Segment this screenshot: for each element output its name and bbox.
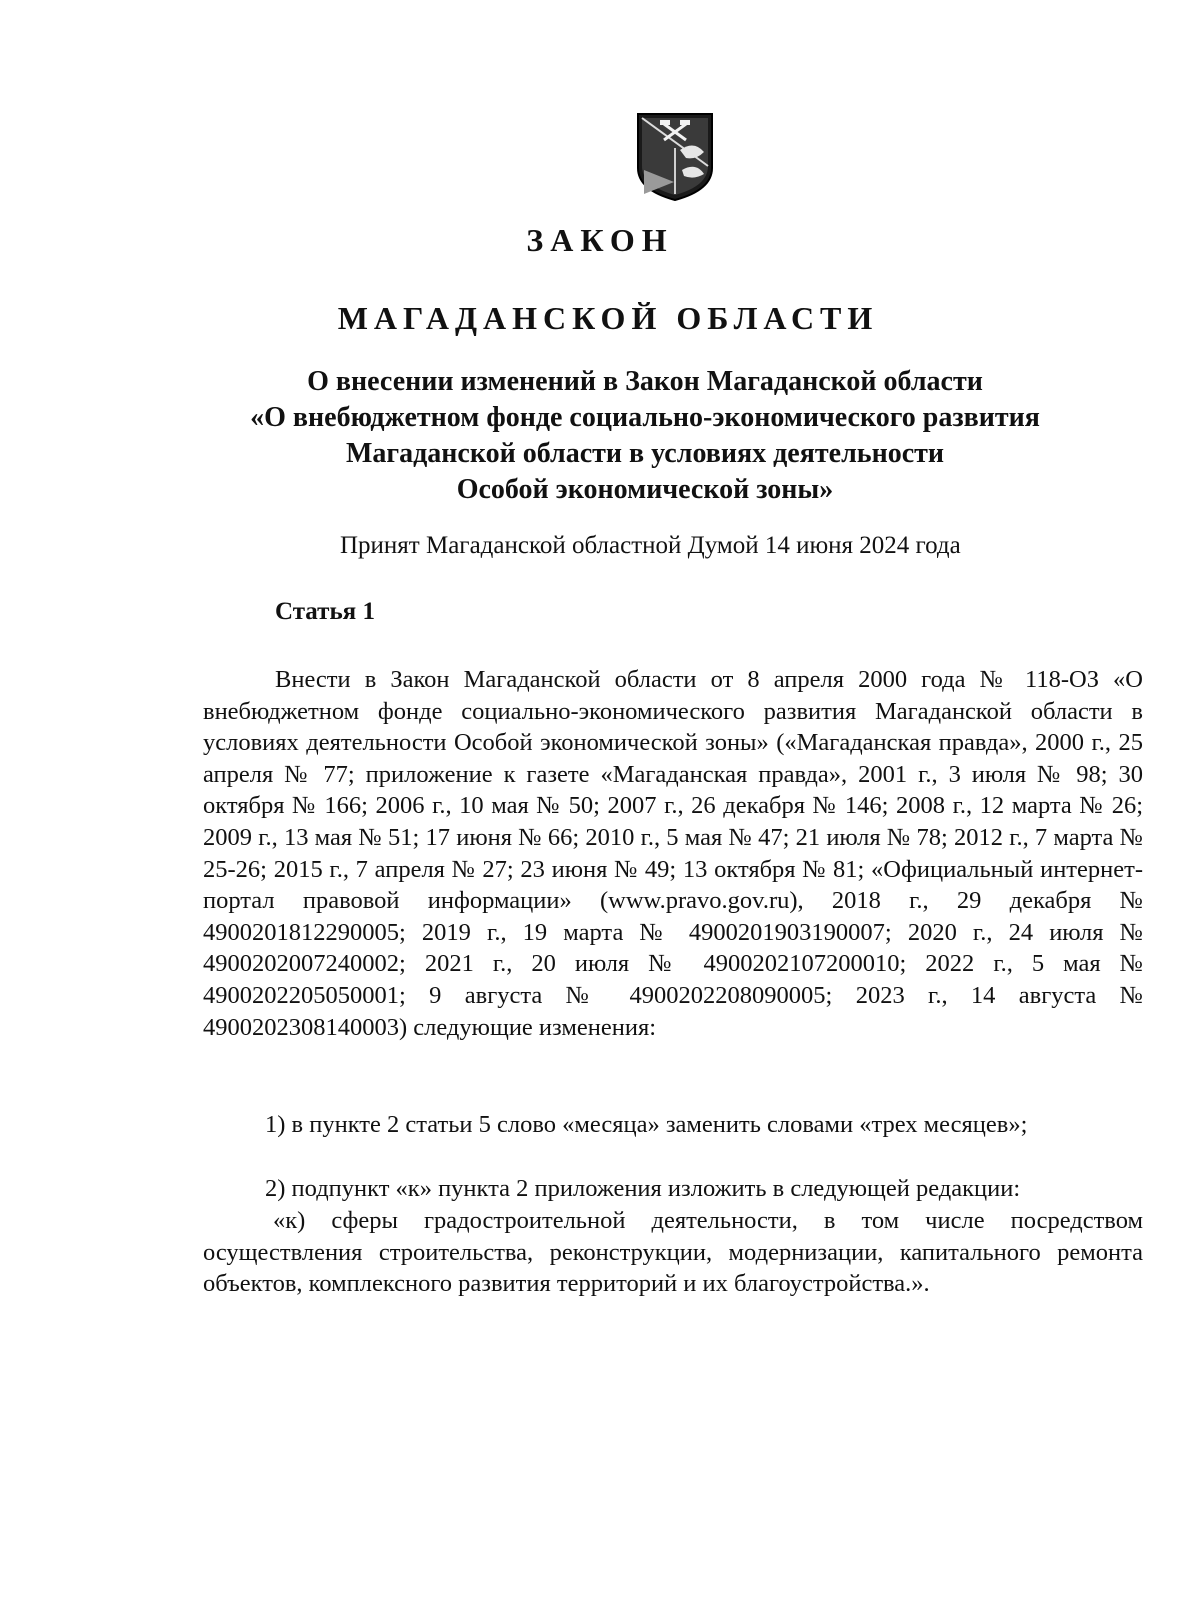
law-title: ЗАКОН	[526, 222, 674, 258]
coat-of-arms-emblem	[634, 110, 716, 202]
region-title: МАГАДАНСКОЙ ОБЛАСТИ	[337, 300, 879, 336]
law-subject-title	[200, 364, 1060, 508]
amendment-item-2-text: «к) сферы градостроительной деятельности, в том числе посредством осуществления строительства, реконструкции, модернизации, капитального ремонта объектов, комплексного развития территорий и их благоустройства.».	[203, 1207, 1143, 1298]
subject-line: Особой экономической зоны»	[456, 474, 834, 505]
subject-line: О внесении изменений в Закон Магаданской области	[307, 366, 983, 397]
article-intro-paragraph: Внести в Закон Магаданской области от 8 апреля 2000 года № 118-ОЗ «О внебюджетном фонде социально-экономического развития Магаданской области в условиях деятельности Особой экономической зоны» («Магаданская правда», 2000 г., 25 апреля № 77; приложение к газете «Магаданская правда», 2001 г., 3 июля № 98; 30 октября № 166; 2006 г., 10 мая № 50; 2007 г., 26 декабря № 146; 2008 г., 12 марта № 26; 2009 г., 13 мая № 51; 17 июня № 66; 2010 г., 5 мая № 47; 21 июля № 78; 2012 г., 7 марта № 25-26; 2015 г., 7 апреля № 27; 23 июня № 49; 13 октября № 81; «Официальный интернет-портал правовой информации» (www.pravo.gov.ru), 2018 г., 29 декабря № 4900201812290005; 2019 г., 19 марта № 4900201903190007; 2020 г., 24 июля № 4900202007240002; 2021 г., 20 июля № 4900202107200010; 2022 г., 5 мая № 4900202205050001; 9 августа № 4900202208090005; 2023 г., 14 августа № 4900202308140003) следующие изменения:	[203, 666, 1143, 1041]
article-heading: Статья 1	[275, 598, 375, 625]
subject-line: «О внебюджетном фонде социально-экономического развития	[250, 402, 1040, 433]
amendment-item-1: 1) в пункте 2 статьи 5 слово «месяца» заменить словами «трех месяцев»;	[265, 1111, 1028, 1138]
amendment-item-2: 2) подпункт «к» пункта 2 приложения изложить в следующей редакции:	[265, 1175, 1021, 1202]
adoption-note: Принят Магаданской областной Думой 14 июня 2024 года	[340, 532, 961, 559]
subject-line: Магаданской области в условиях деятельности	[345, 438, 945, 469]
